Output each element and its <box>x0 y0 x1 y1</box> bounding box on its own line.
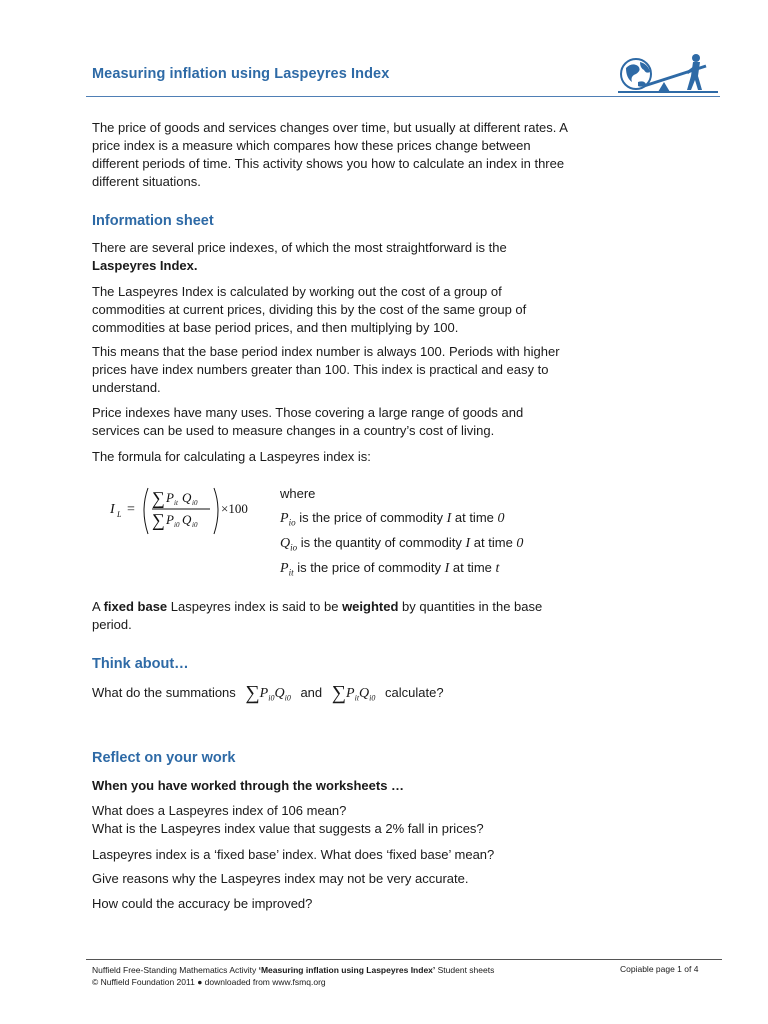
def1-time: 0 <box>497 511 505 526</box>
fixed-base-paragraph <box>92 598 552 634</box>
footer-line1-after: Student sheets <box>435 965 495 975</box>
page-number: Copiable page 1 of 4 <box>620 964 699 974</box>
def2-text: is the quantity of commodity <box>297 535 466 550</box>
think-about-heading: Think about… <box>92 656 189 672</box>
def2-symbol: Q <box>280 536 291 551</box>
footer-credit <box>92 964 494 988</box>
think-before: What do the summations <box>92 685 240 700</box>
formula-multiplier: ×100 <box>221 501 248 516</box>
info-paragraph-1 <box>92 239 572 275</box>
formula-den-q-sub: i0 <box>192 521 198 529</box>
svg-text:∑: ∑ <box>152 510 165 530</box>
think-and: and <box>300 685 326 700</box>
def1-symbol: P <box>280 511 289 526</box>
reflect-q1: What does a Laspeyres index of 106 mean? <box>92 803 347 818</box>
def2-mid: at time <box>470 535 517 550</box>
footer-divider <box>86 959 722 960</box>
sum1-p-sub: i0 <box>268 693 275 703</box>
formula-lhs-sub: L <box>117 510 122 519</box>
footer-line1-bold: ‘Measuring inflation using Laspeyres Index’ <box>258 965 436 975</box>
def3-mid: at time <box>449 560 496 575</box>
footer-line-2: © Nuffield Foundation 2011 ● downloaded from www.fsmq.org <box>92 977 326 987</box>
footer-line1-before: Nuffield Free-Standing Mathematics Activity <box>92 965 259 975</box>
info-paragraph-3: This means that the base period index number is always 100. Periods with higher prices have index numbers greater than 100. This index is practical and easy to understand. <box>92 344 560 395</box>
formula-def-2 <box>280 534 523 557</box>
formula-den-p-sub: i0 <box>174 521 180 529</box>
reflect-q4: Give reasons why the Laspeyres index may not be very accurate. <box>92 871 469 886</box>
title-divider <box>86 96 720 97</box>
def2-var: I <box>465 536 471 551</box>
sum2-p-sub: it <box>354 693 360 703</box>
formula-den-p: P <box>166 512 174 527</box>
formula-def-3 <box>280 559 499 582</box>
weighted-bold: weighted <box>342 599 399 614</box>
formula-num-q-sub: i0 <box>192 499 198 507</box>
page-title: Measuring inflation using Laspeyres Index <box>92 66 390 82</box>
formula-num-q: Q <box>182 490 192 505</box>
reflect-q5: How could the accuracy be improved? <box>92 896 313 911</box>
footer-line-1 <box>92 964 494 976</box>
def1-text: is the price of commodity <box>295 510 447 525</box>
laspeyres-formula <box>108 480 268 540</box>
formula-lhs: I <box>110 502 115 517</box>
fixed-base-mid: Laspeyres index is said to be <box>167 599 343 614</box>
formula-num-p-sub: it <box>174 499 178 507</box>
sum-symbol-1: ∑ <box>245 682 260 704</box>
def1-var: I <box>446 511 452 526</box>
reflect-subheading: When you have worked through the worksheets … <box>92 778 405 793</box>
info-paragraph-5: The formula for calculating a Laspeyres index is: <box>92 449 371 464</box>
intro-paragraph: The price of goods and services changes over time, but usually at different rates. A price index is a measure which compares how these prices change between different periods of time. This activity shows you how to calculate an index in three different situations. <box>92 120 568 189</box>
def3-var: I <box>444 561 450 576</box>
info-p1-bold: Laspeyres Index. <box>92 258 198 273</box>
sum2-p: P <box>346 686 355 701</box>
nuffield-lever-globe-logo-icon <box>614 52 722 100</box>
formula-where: where <box>280 486 316 501</box>
def3-sub: it <box>288 567 294 578</box>
info-paragraph-2: The Laspeyres Index is calculated by working out the cost of a group of commodities at current prices, dividing this by the cost of the same group of commodities at base period prices, and then multiplying by 100. <box>92 284 527 335</box>
formula-def-1 <box>280 509 505 532</box>
svg-text:=: = <box>127 502 135 517</box>
reflect-q2: What is the Laspeyres index value that suggests a 2% fall in prices? <box>92 821 484 836</box>
def3-time: t <box>495 561 500 576</box>
sum2-q: Q <box>359 686 370 701</box>
def2-sub: io <box>290 542 298 553</box>
reflect-q3: Laspeyres index is a ‘fixed base’ index. What does ‘fixed base’ mean? <box>92 847 495 862</box>
svg-text:∑: ∑ <box>152 488 165 508</box>
think-question <box>92 682 444 710</box>
def3-symbol: P <box>280 561 289 576</box>
info-p1-text: There are several price indexes, of which the most straightforward is the <box>92 240 507 255</box>
info-paragraph-4: Price indexes have many uses. Those covering a large range of goods and services can be used to measure changes in a country’s cost of living. <box>92 405 524 438</box>
fixed-base-bold: fixed base <box>103 599 168 614</box>
sum1-q: Q <box>274 686 285 701</box>
sum2-q-sub: i0 <box>369 693 376 703</box>
fixed-base-a: A <box>92 599 104 614</box>
formula-num-p: P <box>166 490 174 505</box>
formula-den-q: Q <box>182 512 192 527</box>
def2-time: 0 <box>516 536 524 551</box>
sum1-q-sub: i0 <box>284 693 291 703</box>
def1-sub: io <box>288 517 296 528</box>
fixed-base-end: by quantities in the base period. <box>92 599 543 632</box>
reflect-heading: Reflect on your work <box>92 750 236 766</box>
def1-mid: at time <box>451 510 498 525</box>
sum-symbol-2: ∑ <box>331 682 347 704</box>
def3-text: is the price of commodity <box>293 560 445 575</box>
think-after: calculate? <box>385 685 444 700</box>
sum1-p: P <box>259 686 269 701</box>
info-sheet-heading: Information sheet <box>92 213 214 229</box>
